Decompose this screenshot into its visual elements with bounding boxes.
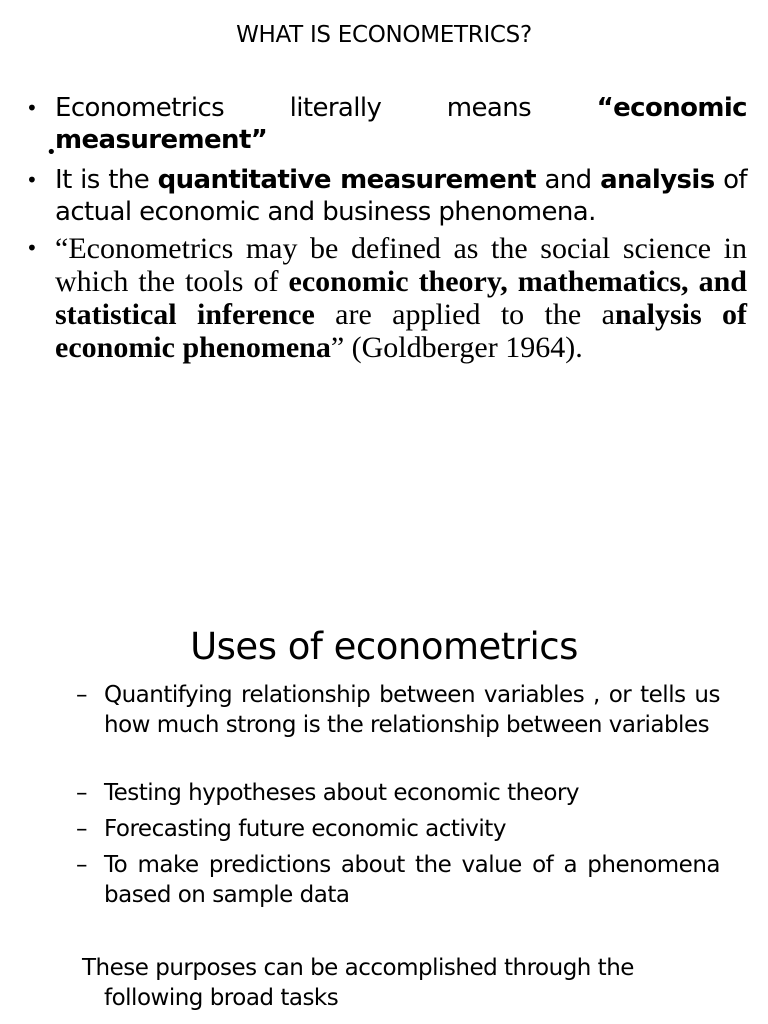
bullet-marker: • [26,236,38,260]
list-item-text: Forecasting future economic activity [104,816,506,842]
dash-marker: – [76,816,88,842]
bullet-text [55,232,747,364]
bullet-text [55,164,747,228]
list-item-text: Quantifying relationship between variables , or tells us how much strong is the relationship between variables [104,682,720,738]
bullet-text-bold-1: quantitative measurement [157,165,536,195]
bullet-marker: • [26,168,38,192]
bullet-text [55,92,747,156]
bullet-marker: • [26,96,38,120]
slide-title: WHAT IS ECONOMETRICS? [236,22,532,48]
bullet-text-plain: Econometrics literally means [55,93,597,123]
bullet-text-pre: It is the [55,165,158,195]
bullet-text-pre: “Econometrics may be defined as the social science in which the tools of [55,232,747,298]
bullet-text-bold-1: economic theory, mathematics, and statistical inference [55,265,747,331]
dash-marker: – [76,852,88,878]
bullet-marker-extra: • [46,142,57,163]
bullet-text-post: ” (Goldberger 1964). [330,331,583,364]
closing-line-1: These purposes can be accomplished through the [82,955,634,981]
dash-marker: – [76,682,88,708]
bullet-text-mid: and [535,165,601,195]
closing-line-2: following broad tasks [104,985,339,1011]
bullet-text-bold-line2: measurement” [55,125,268,155]
closing-paragraph [82,953,742,1013]
bullet-text-bold: “economic [596,93,747,123]
bullet-text-bold-2: nalysis of economic phenomena [55,298,748,364]
bullet-text-post: of actual economic and business phenomena. [55,165,747,227]
list-item-text: Testing hypotheses about economic theory [104,780,580,806]
bullet-text-mid: are applied to the a [314,298,615,331]
dash-marker: – [76,780,88,806]
bullet-text-bold-2: analysis [600,165,715,195]
list-item-text: To make predictions about the value of a phenomena based on sample data [104,852,720,908]
uses-heading: Uses of econometrics [190,625,578,668]
